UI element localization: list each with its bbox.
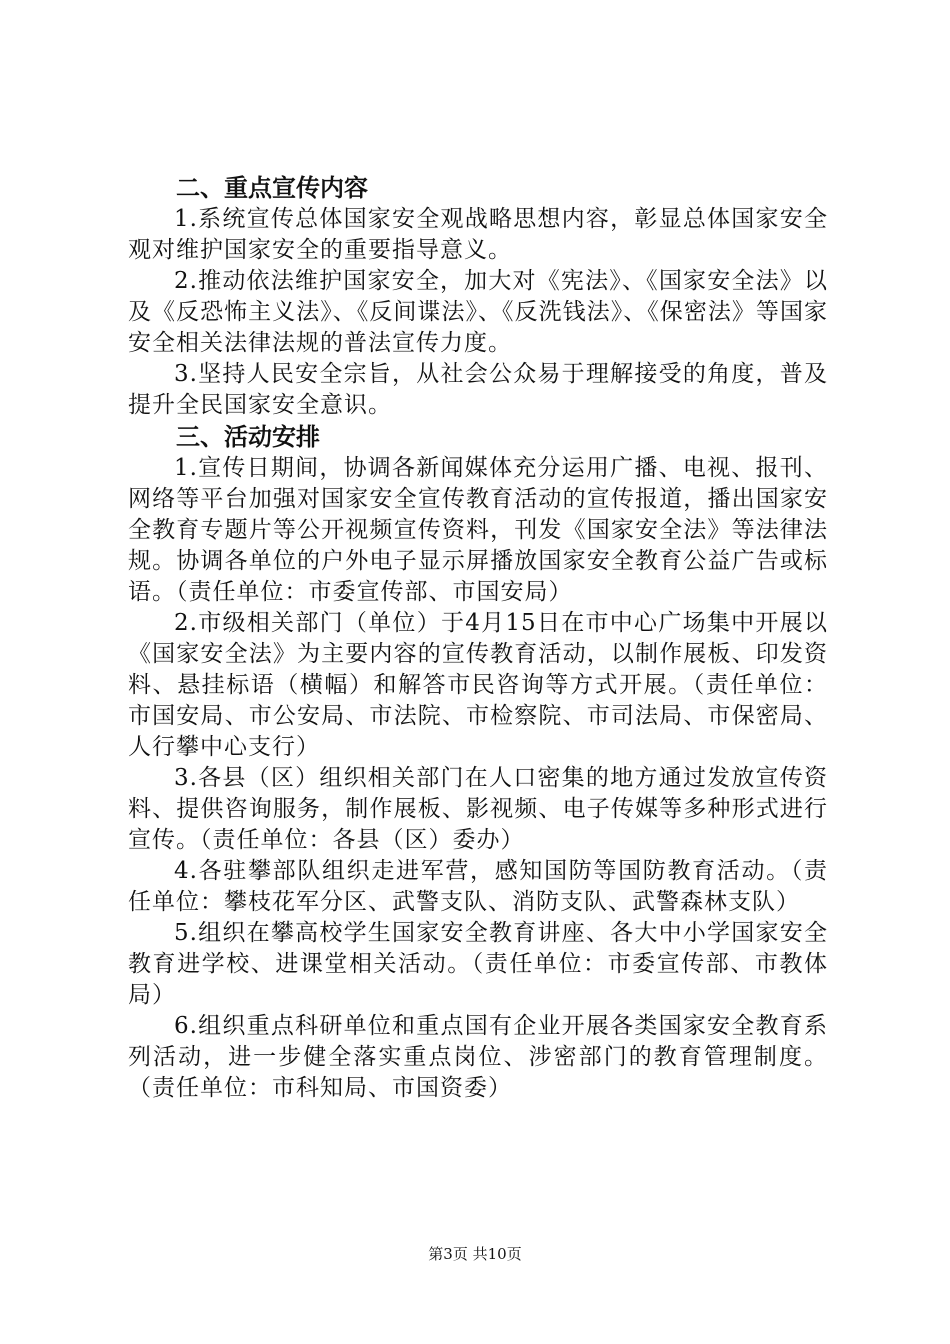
section-heading-key-content: 二、重点宣传内容: [176, 174, 368, 202]
paragraph-item: 5.组织在攀高校学生国家安全教育讲座、各大中小学国家安全教育进学校、进课堂相关活动。（责任单位：市委宣传部、市教体局）: [128, 920, 828, 1008]
page-number-footer: 第3页 共10页: [428, 1245, 522, 1263]
paragraph-item: 6.组织重点科研单位和重点国有企业开展各类国家安全教育系列活动，进一步健全落实重点岗位、涉密部门的教育管理制度。（责任单位：市科知局、市国资委）: [128, 1013, 828, 1101]
paragraph-item: 4.各驻攀部队组织走进军营，感知国防等国防教育活动。（责任单位：攀枝花军分区、武警支队、消防支队、武警森林支队）: [128, 858, 828, 915]
paragraph-item: 1.系统宣传总体国家安全观战略思想内容，彰显总体国家安全观对维护国家安全的重要指导意义。: [128, 206, 828, 263]
document-body: [128, 172, 828, 1104]
section-heading-activities: 三、活动安排: [176, 423, 320, 451]
paragraph-item: 2.推动依法维护国家安全，加大对《宪法》、《国家安全法》以及《反恐怖主义法》、《反间谍法》、《反洗钱法》、《保密法》等国家安全相关法律法规的普法宣传力度。: [128, 268, 828, 356]
paragraph-item: 1.宣传日期间，协调各新闻媒体充分运用广播、电视、报刊、网络等平台加强对国家安全宣传教育活动的宣传报道，播出国家安全教育专题片等公开视频宣传资料，刊发《国家安全法》等法律法规。协调各单位的户外电子显示屏播放国家安全教育公益广告或标语。（责任单位：市委宣传部、市国安局）: [128, 455, 828, 605]
paragraph-item: 3.各县（区）组织相关部门在人口密集的地方通过发放宣传资料、提供咨询服务，制作展板、影视频、电子传媒等多种形式进行宣传。（责任单位：各县（区）委办）: [128, 765, 828, 853]
paragraph-item: 3.坚持人民安全宗旨，从社会公众易于理解接受的角度，普及提升全民国家安全意识。: [128, 361, 828, 418]
paragraph-item: 2.市级相关部门（单位）于4月15日在市中心广场集中开展以《国家安全法》为主要内容的宣传教育活动，以制作展板、印发资料、悬挂标语（横幅）和解答市民咨询等方式开展。（责任单位：市国安局、市公安局、市法院、市检察院、市司法局、市保密局、人行攀中心支行）: [128, 610, 828, 760]
